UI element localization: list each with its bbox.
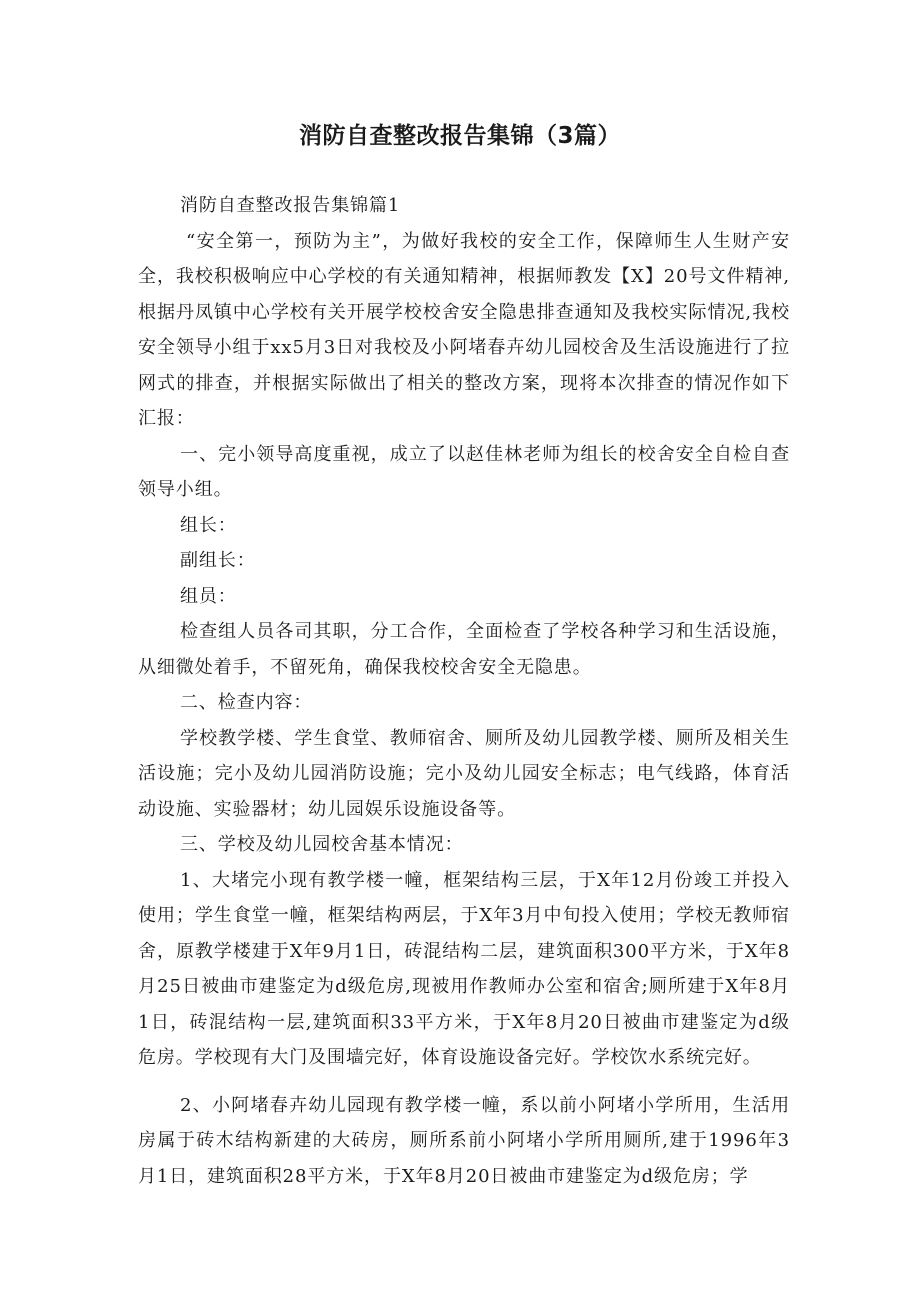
group-leader-line: 组长： xyxy=(180,514,237,536)
deputy-leader-line: 副组长： xyxy=(180,550,256,571)
document-body xyxy=(138,188,790,1194)
section-three-heading: 三、学校及幼儿园校舍基本情况： xyxy=(180,834,464,855)
kindergarten-buildings-paragraph: 2、小阿堵春卉幼儿园现有教学楼一幢，系以前小阿堵小学所用，生活用房属于砖木结构新建的大砖房，厕所系前小阿堵小学所用厕所,建于1996年3月1日，建筑面积28平方米，于X年8月20日被曲市建鉴定为d级危房；学 xyxy=(138,1094,790,1187)
intro-paragraph: “安全第一，预防为主”，为做好我校的安全工作，保障师生人生财产安全，我校积极响应中心学校的有关通知精神，根据师教发【X】20号文件精神,根据丹凤镇中心学校有关开展学校校舍安全隐患排查通知及我校实际情况,我校安全领导小组于xx5月3日对我校及小阿堵春卉幼儿园校舍及生活设施进行了拉网式的排查，并根据实际做出了相关的整改方案，现将本次排查的情况作如下汇报： xyxy=(138,230,790,429)
document-title: 消防自查整改报告集锦（3篇） xyxy=(298,123,621,149)
inspection-content-paragraph: 学校教学楼、学生食堂、教师宿舍、厕所及幼儿园教学楼、厕所及相关生活设施；完小及幼儿园消防设施；完小及幼儿园安全标志；电气线路，体育活动设施、实验器材；幼儿园娱乐设施设备等。 xyxy=(138,727,790,820)
section-heading: 消防自查整改报告集锦篇1 xyxy=(180,195,401,216)
group-members-line: 组员： xyxy=(180,585,237,607)
section-one-paragraph: 一、完小领导高度重视，成立了以赵佳林老师为组长的校舍安全自检自查领导小组。 xyxy=(138,443,790,500)
section-two-heading: 二、检查内容： xyxy=(180,692,313,713)
inspection-team-paragraph: 检查组人员各司其职，分工合作，全面检查了学校各种学习和生活设施，从细微处着手，不留死角，确保我校校舍安全无隐患。 xyxy=(138,621,790,678)
school-buildings-paragraph: 1、大堵完小现有教学楼一幢，框架结构三层，于X年12月份竣工并投入使用；学生食堂一幢，框架结构两层，于X年3月中旬投入使用；学校无教师宿舍，原教学楼建于X年9月1日，砖混结构二层，建筑面积300平方米，于X年8月25日被曲市建鉴定为d级危房,现被用作教师办公室和宿舍;厕所建于X年8月1日，砖混结构一层,建筑面积33平方米，于X年8月20日被曲市建鉴定为d级危房。学校现有大门及围墙完好，体育设施设备完好。学校饮水系统完好。 xyxy=(138,869,790,1068)
